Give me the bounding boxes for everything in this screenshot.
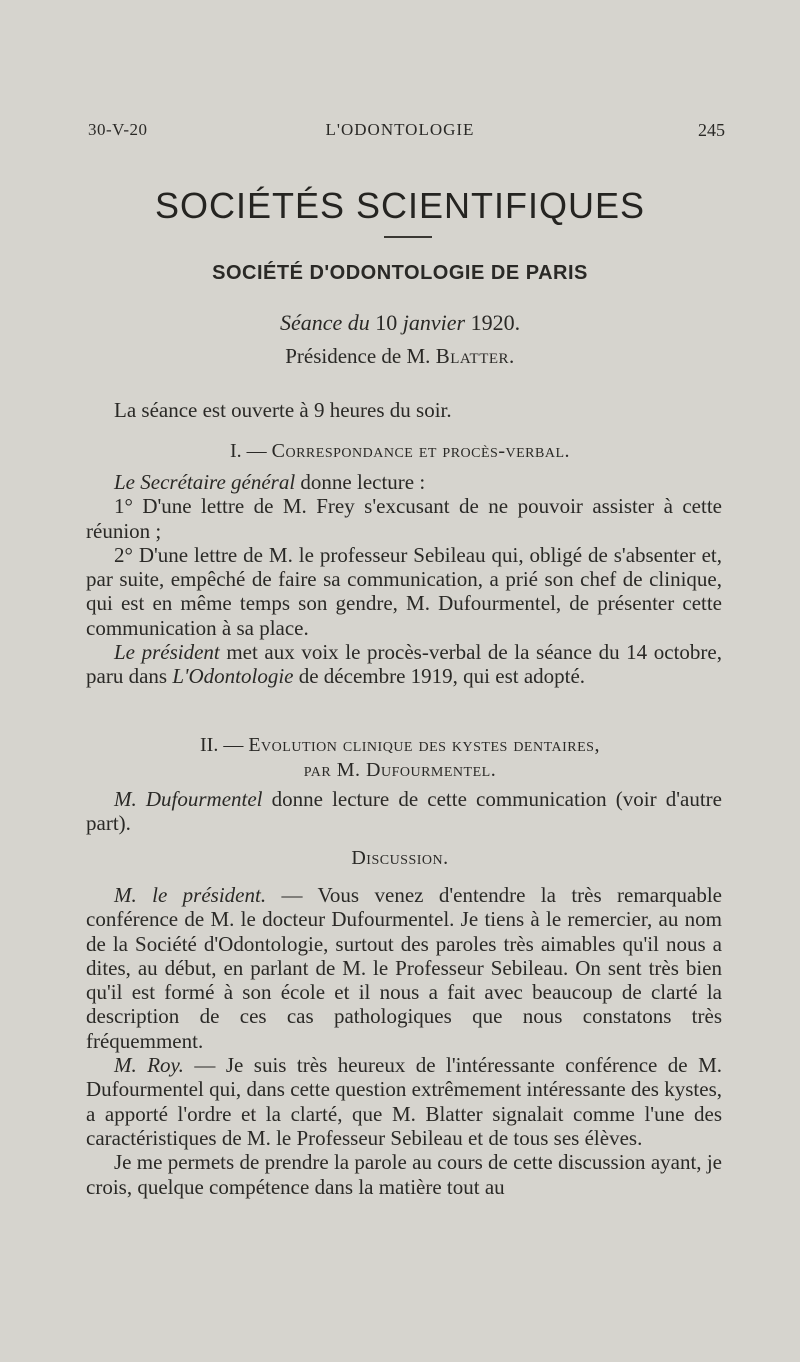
section-1-heading — [0, 440, 800, 463]
dufourmentel-paragraph — [86, 787, 722, 836]
roy-speech-text: — Je suis très heureux de l'intéressante conférence de M. Dufourmentel qui, dans cette question extrêmement intéressante des kystes, a apporté l'ordre et la clarté, que M. Blatter signalait comme l'une des caractéristiques de M. le Professeur Sebileau et de tous ses élèves. — [86, 1053, 722, 1150]
discussion-heading: Discussion. — [351, 847, 449, 869]
title-divider — [384, 236, 432, 238]
journal-name: L'ODONTOLOGIE — [325, 120, 475, 139]
secretary-paragraph — [86, 470, 722, 494]
secretary-role: Le Secrétaire général — [114, 470, 296, 494]
president-name: Blatter. — [435, 344, 515, 368]
dufourmentel-text: donne lecture de cette communication (voir d'autre part). — [86, 787, 722, 836]
session-year: 1920. — [470, 310, 521, 335]
opening-text: La séance est ouverte à 9 heures du soir. — [114, 398, 452, 422]
issue-date: 30-V-20 — [88, 120, 148, 139]
page-title: SOCIÉTÉS SCIENTIFIQUES — [154, 185, 646, 226]
session-label: Séance du — [279, 310, 370, 335]
section-2-line-1 — [0, 733, 800, 758]
discussion-body — [86, 883, 722, 1199]
opening-paragraph — [86, 398, 722, 422]
section-1-title: Correspondance et procès-verbal. — [271, 440, 571, 462]
page-number: 245 — [698, 120, 725, 140]
vote-text-b: de décembre 1919, qui est adopté. — [298, 664, 586, 689]
journal-reference: L'Odontologie — [172, 664, 294, 689]
presidency-prefix: Présidence de M. — [285, 344, 431, 368]
president-role: Le président — [114, 640, 220, 665]
session-month: janvier — [402, 310, 466, 335]
presidency-line — [0, 344, 800, 369]
president-vote-paragraph — [86, 640, 722, 689]
president-speech-text: — Vous venez d'entendre la très remarquable conférence de M. le docteur Dufourmentel. Je tiens à le remercier, au nom de la Société d'Odontologie, surtout des paroles très aimables qu'il nous a dites, au début, en parlant de M. le Professeur Sebileau. On sent très bien qu'il est formé à son école et il nous a fait avec beaucoup de clarté la description de ces cas pathologiques que nous constatons très fréquemment. — [86, 883, 722, 1053]
president-speaker: M. le président. — [114, 883, 267, 907]
final-paragraph: Je me permets de prendre la parole au cours de cette discussion ayant, je crois, quelque compétence dans la matière tout au — [86, 1150, 722, 1199]
section-2-line-2: par M. Dufourmentel. — [303, 759, 497, 781]
president-speech — [86, 883, 722, 1053]
section-1-body — [86, 470, 722, 689]
section-2-body — [86, 787, 722, 836]
section-1-number: I. — — [229, 440, 267, 462]
session-date — [0, 310, 800, 336]
section-2-title: Evolution clinique des kystes dentaires, — [248, 734, 600, 756]
roy-speech — [86, 1053, 722, 1150]
running-head — [0, 120, 800, 150]
secretary-text: donne lecture : — [300, 470, 426, 494]
section-2-number: II. — — [200, 734, 244, 756]
item-1: 1° D'une lettre de M. Frey s'excusant de ne pouvoir assister à cette réunion ; — [86, 494, 722, 543]
session-day: 10 — [375, 310, 398, 335]
dufourmentel-name: M. Dufourmentel — [114, 787, 263, 811]
roy-speaker: M. Roy. — [114, 1053, 184, 1078]
vote-text-a: met aux voix le procès-verbal de la séance du 14 octobre, paru dans — [86, 640, 722, 689]
item-2: 2° D'une lettre de M. le professeur Sebileau qui, obligé de s'absenter et, par suite, empêché de faire sa communication, a prié son chef de clinique, qui est en même temps son gendre, M. Dufourmentel, de présenter cette communication à sa place. — [86, 542, 722, 640]
section-2-heading — [0, 733, 800, 783]
society-heading: SOCIÉTÉ D'ODONTOLOGIE DE PARIS — [212, 262, 588, 284]
